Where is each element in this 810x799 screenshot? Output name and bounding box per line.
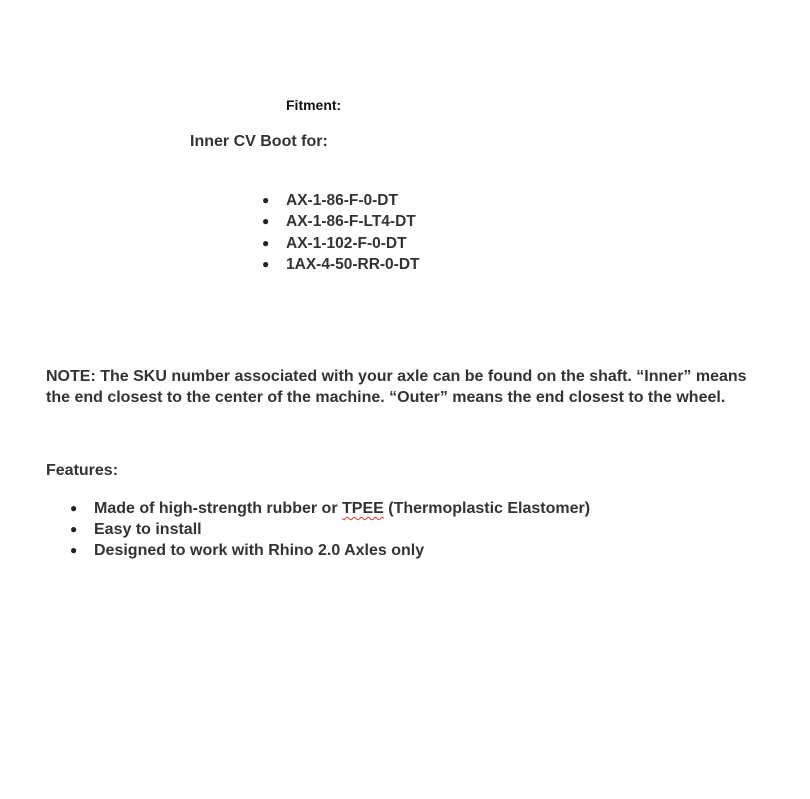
bullet-icon: ● xyxy=(262,214,270,229)
sku-text: AX-1-86-F-0-DT xyxy=(286,192,398,209)
sku-text: 1AX-4-50-RR-0-DT xyxy=(286,255,420,273)
feature-text-part: Made of high-strength rubber or xyxy=(94,500,342,517)
list-item xyxy=(262,191,420,212)
note-paragraph xyxy=(46,366,766,408)
list-item xyxy=(70,541,590,562)
feature-text xyxy=(94,499,590,518)
fitment-heading: Fitment: xyxy=(286,97,342,113)
bullet-icon: ● xyxy=(70,522,78,536)
note-line-1: NOTE: The SKU number associated with your axle can be found on the shaft. “Inner” means xyxy=(46,368,747,385)
list-item xyxy=(70,520,590,541)
spellcheck-flagged-word[interactable]: TPEE xyxy=(342,500,384,517)
list-item xyxy=(262,255,420,276)
sku-text: AX-1-102-F-0-DT xyxy=(286,234,407,252)
feature-text: Easy to install xyxy=(94,521,202,538)
inner-cv-boot-label: Inner CV Boot for: xyxy=(190,133,328,150)
note-line-2: the end closest to the center of the machine. “Outer” means the end closest to the wheel. xyxy=(46,389,726,406)
bullet-icon: ● xyxy=(70,543,78,557)
feature-text: Designed to work with Rhino 2.0 Axles only xyxy=(94,542,425,559)
sku-list xyxy=(262,191,420,276)
features-list xyxy=(70,499,590,562)
features-heading: Features: xyxy=(46,462,119,479)
bullet-icon: ● xyxy=(70,501,78,515)
bullet-icon: ● xyxy=(262,193,270,207)
sku-text: AX-1-86-F-LT4-DT xyxy=(286,213,416,231)
list-item xyxy=(70,499,590,520)
bullet-icon: ● xyxy=(262,235,270,250)
bullet-icon: ● xyxy=(262,256,270,271)
list-item xyxy=(262,234,420,255)
list-item xyxy=(262,212,420,233)
feature-text-part: (Thermoplastic Elastomer) xyxy=(383,500,591,517)
